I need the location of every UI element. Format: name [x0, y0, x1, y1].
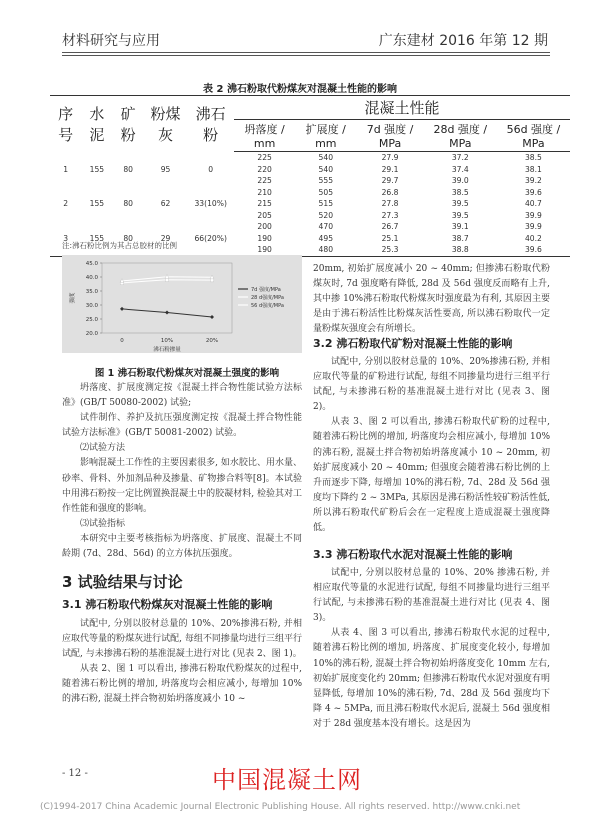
watermark-text: 中国混凝土网	[212, 766, 362, 794]
table-cell: 155	[89, 233, 105, 243]
y-axis-label: 强度	[70, 292, 76, 304]
table-cell	[81, 187, 112, 199]
paragraph: 从表 3、图 2 可以看出, 掺沸石粉取代矿粉的过程中, 随着沸石粉比例的增加, 坍落度均会相应减小, 每增加 10%的沸石粉, 混凝土拌合物初始坍落度减小 10 ~ 20mm, 初始扩展度减小 20 ~ 40mm; 但强度会随着沸石粉比例的上升而逐步下降, 每增加 10%的沸石粉, 7d、28d 及 56d 强度均下降约 2 ~ 3MPa, 其原因是沸石粉活性较矿粉活性低, 所以沸石粉取代矿粉后会在一定程度上造成混凝土强度降低。	[313, 417, 550, 534]
paragraph: 试件制作、养护及抗压强度测定按《混凝土拌合物性能试验方法标准》(GB/T 50081-2002) 试验。	[62, 413, 302, 439]
table-cell	[50, 187, 81, 199]
table-row	[50, 164, 570, 176]
table-cell	[81, 210, 112, 222]
table-cell: 3	[63, 233, 69, 243]
table-cell: 39.0	[451, 176, 469, 186]
table-cell: 190	[234, 244, 295, 256]
group-header: 混凝土性能	[234, 96, 570, 120]
table-cell: 540	[318, 164, 334, 174]
plot-area	[102, 263, 232, 333]
table-cell	[187, 187, 234, 199]
table-cell	[144, 221, 188, 233]
table-cell: 38.8	[424, 244, 497, 256]
table-cell: 29	[160, 233, 171, 243]
table-cell: 2	[63, 199, 69, 209]
table-row	[50, 152, 570, 164]
section-3-3-heading: 3.3 沸石粉取代水泥对混凝土性能的影响	[313, 548, 513, 561]
table-cell: 38.5	[524, 153, 542, 163]
y-tick-label: 35.0	[85, 289, 98, 295]
y-tick-label: 20.0	[85, 331, 98, 337]
table-cell: 26.7	[381, 222, 399, 232]
col-header: 扩展度 / mm	[295, 120, 356, 152]
table-row	[50, 210, 570, 222]
table-cell: 155	[89, 164, 105, 174]
table-2	[50, 95, 570, 257]
table-row	[50, 198, 570, 210]
table-cell	[113, 175, 144, 187]
table-cell	[113, 221, 144, 233]
table-cell: 205	[257, 210, 272, 220]
table-row	[50, 175, 570, 187]
table-cell: 27.3	[381, 210, 399, 220]
table-cell: 29.1	[381, 164, 399, 174]
paragraph: 影响混凝土工作性的主要因素很多, 如水胶比、用水量、砂率、骨料、外加剂品种及掺量、矿物掺合料等[8]。本试验中用沸石粉按一定比例置换混凝土中的胶凝材料, 检验其对工作性能和强度的影响。	[62, 458, 302, 514]
left-column-top	[62, 381, 302, 562]
col-header: 56d 强度 / MPa	[497, 120, 570, 152]
paragraph: 试配中, 分别以胶材总量的 10%、20% 掺沸石粉, 并相应取代等量的水泥进行试配, 每组不同掺量均进行三组平行试配, 与未掺沸石粉的基准混凝土进行对比 (见表 4、图 3)。	[313, 568, 550, 624]
table-cell	[81, 175, 112, 187]
y-tick-label: 40.0	[85, 275, 98, 281]
paragraph: 20mm, 初始扩展度减小 20 ~ 40mm; 但掺沸石粉取代粉煤灰时, 7d 强度略有降低, 28d 及 56d 强度反而略有上升, 其中掺 10%沸石粉取代粉煤灰时强度最为有利, 其原因主要是由于沸石粉活性比粉煤灰活性要高, 所以沸石粉取代一定量粉煤灰强度会有所增长。	[313, 264, 550, 335]
table-cell: 62	[160, 199, 171, 209]
table-cell: 27.9	[381, 153, 399, 163]
paragraph: 试配中, 分别以胶材总量的 10%、20%掺沸石粉, 并相应取代等量的矿粉进行试配, 每组不同掺量均进行三组平行试配, 与未掺沸石粉的基准混凝土进行对比 (见表 3、图 2)。	[313, 357, 550, 413]
table-cell: 80	[123, 164, 133, 174]
section-3-1-heading: 3.1 沸石粉取代粉煤灰对混凝土性能的影响	[62, 598, 273, 611]
table-cell: 33(10%)	[194, 199, 227, 209]
table-cell	[81, 152, 112, 164]
header-rule-2	[62, 55, 550, 56]
strength-chart	[62, 255, 302, 353]
table-cell	[50, 221, 81, 233]
table-cell: 40.2	[524, 233, 542, 243]
chart-svg	[62, 255, 302, 353]
left-column-bottom	[62, 617, 302, 708]
table-cell	[187, 152, 234, 164]
table-cell: 39.9	[524, 222, 542, 232]
x-tick-label: 0	[120, 338, 124, 344]
section-3-2-heading: 3.2 沸石粉取代矿粉对混凝土性能的影响	[313, 337, 513, 350]
paragraph: 从表 2、图 1 可以看出, 掺沸石粉取代粉煤灰的过程中, 随着沸石粉比例的增加, 坍落度均会相应减小, 每增加 10%的沸石粉, 混凝土拌合物初始坍落度减小 10 ~	[62, 664, 302, 705]
table-cell: 80	[123, 199, 133, 209]
y-tick-label: 25.0	[85, 317, 98, 323]
table-cell	[144, 210, 188, 222]
table-cell	[113, 187, 144, 199]
page-number: - 12 -	[62, 768, 88, 779]
table-cell: 480	[295, 244, 356, 256]
table-cell	[187, 210, 234, 222]
y-tick-label: 30.0	[85, 303, 98, 309]
table-cell: 38.7	[451, 233, 469, 243]
col-header: 坍落度 / mm	[234, 120, 295, 152]
figure-caption: 图 1 沸石粉取代粉煤灰对混凝土强度的影响	[94, 368, 280, 379]
legend-label: 56 d强度/MPa	[251, 303, 284, 309]
table-cell	[50, 210, 81, 222]
table-cell: 26.8	[381, 187, 399, 197]
col-header: 矿粉	[113, 96, 144, 152]
table-note: 注:沸石粉比例为其占总胶材的比例	[62, 241, 178, 250]
table-cell: 25.3	[356, 244, 423, 256]
table-cell: 95	[160, 164, 171, 174]
x-axis-label: 沸石粉掺量	[153, 347, 181, 353]
table-cell: 220	[257, 164, 272, 174]
col-header: 水泥	[81, 96, 112, 152]
table-cell	[50, 175, 81, 187]
journal-issue: 广东建材 2016 年第 12 期	[378, 33, 548, 49]
paragraph: 从表 4、图 3 可以看出, 掺沸石粉取代水泥的过程中, 随着沸石粉比例的增加, 坍落度、扩展度变化较小, 每增加 10%的沸石粉, 混凝土拌合物初始坍落度变化 10mm 左右, 初始扩展度变化约 20mm; 但掺沸石粉取代水泥对强度有明显降低, 每增加 10%的沸石粉, 7d、28d 及 56d 强度均下降 4 ~ 5MPa, 而且沸石粉取代水泥后, 混凝土 56d 强度相对于 28d 强度基本没有增长。这是因为	[313, 628, 550, 729]
table-cell: 40.7	[524, 199, 542, 209]
data-point	[165, 278, 169, 282]
table-cell: 200	[257, 222, 272, 232]
table-cell: 38.5	[451, 187, 469, 197]
table-cell: 520	[318, 210, 334, 220]
paragraph: 试配中, 分别以胶材总量的 10%、20%掺沸石粉, 并相应取代等量的粉煤灰进行试配, 每组不同掺量均进行三组平行试配, 与未掺沸石粉的基准混凝土进行对比 (见表 2、图 1)。	[62, 619, 302, 660]
table-cell: 39.1	[451, 222, 469, 232]
table-cell: 190	[257, 233, 272, 243]
table-row	[50, 221, 570, 233]
table-cell: 39.2	[524, 176, 542, 186]
table-cell: 29.7	[381, 176, 399, 186]
table-cell: 39.6	[497, 244, 570, 256]
table-cell	[113, 152, 144, 164]
table-cell: 39.9	[524, 210, 542, 220]
x-tick-label: 20%	[205, 338, 219, 344]
col-header: 沸石粉	[187, 96, 234, 152]
table-cell: 39.6	[524, 187, 542, 197]
table-cell: 505	[318, 187, 334, 197]
table-cell: 495	[318, 233, 334, 243]
y-tick-label: 45.0	[85, 261, 98, 267]
paragraph: 本研究中主要考核指标为坍落度、扩展度、混凝土不同龄期 (7d、28d、56d) 的立方体抗压强度。	[62, 533, 302, 560]
copyright-footer: (C)1994-2017 China Academic Journal Electronic Publishing House. All rights reserved. http://www.cnki.net	[40, 802, 521, 812]
table-cell: 39.5	[451, 210, 469, 220]
header-rule	[62, 52, 550, 53]
legend-label: 7d 强度/MPa	[251, 287, 281, 293]
paragraph: 坍落度、扩展度测定按《混凝土拌合物性能试验方法标准》(GB/T 50080-2002) 试验;	[62, 383, 302, 409]
table-cell: 555	[318, 176, 334, 186]
table-cell: 38.1	[524, 164, 542, 174]
table-cell: 39.5	[451, 199, 469, 209]
col-header: 7d 强度 / MPa	[356, 120, 423, 152]
table-cell: 215	[257, 199, 272, 209]
table-cell	[187, 221, 234, 233]
table-cell: 225	[257, 176, 272, 186]
table-cell: 155	[89, 199, 105, 209]
col-header: 序号	[50, 96, 81, 152]
table-cell	[113, 210, 144, 222]
table-cell: 27.8	[381, 199, 399, 209]
table-cell	[144, 175, 188, 187]
right-column-mid	[313, 355, 550, 536]
right-column-top	[313, 262, 550, 337]
table-cell: 66(20%)	[194, 233, 227, 243]
table-cell: 225	[257, 153, 272, 163]
table-cell: 80	[123, 233, 133, 243]
col-header: 28d 强度 / MPa	[424, 120, 497, 152]
table-cell: 515	[318, 199, 334, 209]
table-cell: 540	[318, 153, 334, 163]
table-cell: 1	[63, 164, 69, 174]
table-cell: 0	[208, 164, 214, 174]
legend-label: 28 d强度/MPa	[251, 295, 284, 301]
table-cell	[81, 221, 112, 233]
table-cell	[144, 152, 188, 164]
journal-section-title: 材料研究与应用	[62, 33, 160, 49]
table-cell	[144, 187, 188, 199]
paragraph: ⑵试验方法	[80, 443, 126, 454]
section-3-heading: 3 试验结果与讨论	[62, 573, 183, 591]
col-header: 粉煤灰	[144, 96, 188, 152]
table-cell	[50, 152, 81, 164]
table-caption: 表 2 沸石粉取代粉煤灰对混凝土性能的影响	[203, 84, 397, 95]
table-cell	[187, 175, 234, 187]
table-cell: 470	[318, 222, 334, 232]
table-row	[50, 187, 570, 199]
table-cell: 37.4	[451, 164, 469, 174]
x-tick-label: 10%	[160, 338, 174, 344]
right-column-bottom	[313, 566, 550, 732]
table-cell: 25.1	[381, 233, 399, 243]
paragraph: ⑶试验指标	[80, 518, 126, 529]
table-cell: 210	[257, 187, 272, 197]
table-cell: 37.2	[451, 153, 469, 163]
